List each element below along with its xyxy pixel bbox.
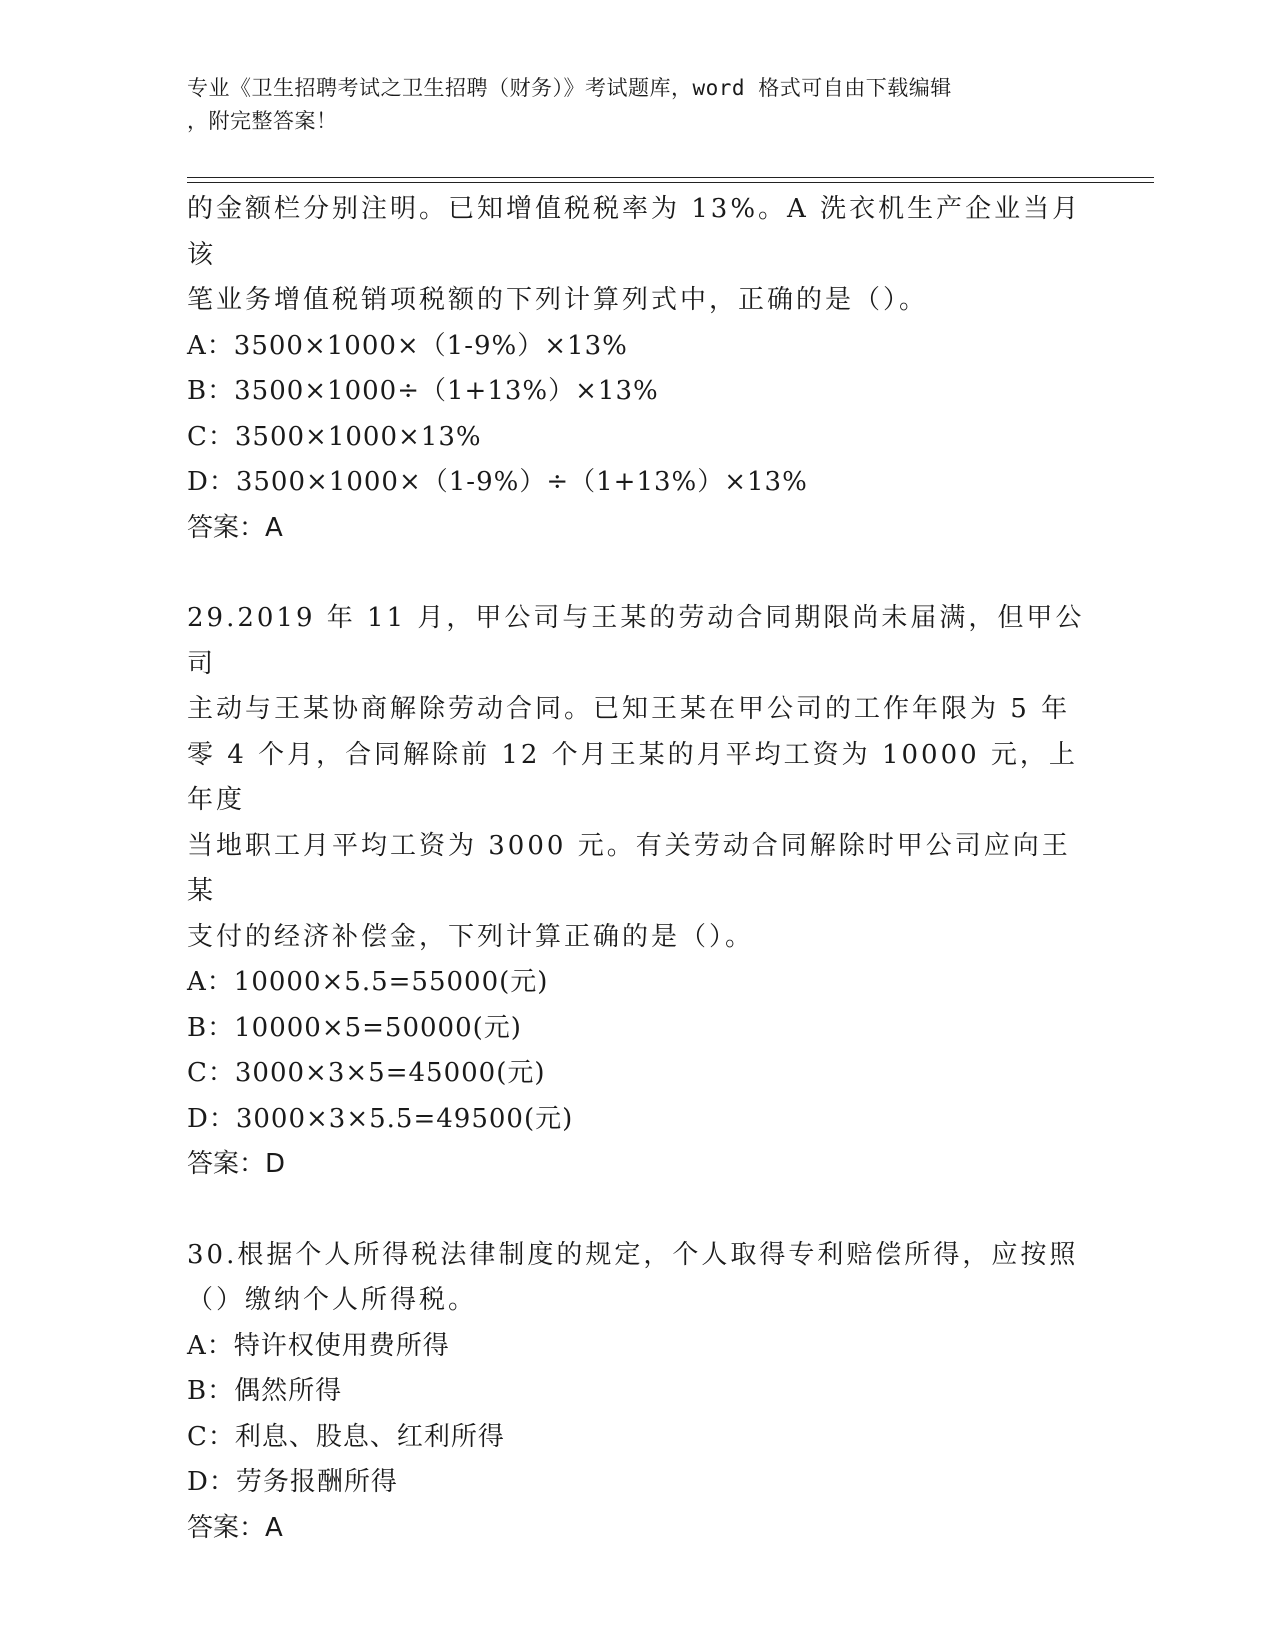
question-text-line: 当地职工月平均工资为 3000 元。有关劳动合同解除时甲公司应向王某 [187,830,1071,906]
header-divider-top [187,177,1154,178]
question-text-line: 29.2019 年 11 月，甲公司与王某的劳动合同期限尚未届满，但甲公司 [187,603,1085,679]
option-c: C：3000×3×5=45000(元) [187,1058,546,1088]
header-line-2: ，附完整答案！ [187,109,338,133]
option-b: B：3500×1000÷（1+13%）×13% [187,376,659,406]
option-c: C：利息、股息、红利所得 [187,1421,505,1452]
option-d: D：3500×1000×（1-9%）÷（1+13%）×13% [187,467,808,497]
question-text-line: 30.根据个人所得税法律制度的规定，个人取得专利赔偿所得，应按照 [187,1239,1079,1270]
question-block-29 [187,596,1087,1188]
option-d: D：劳务报酬所得 [187,1467,398,1497]
spacer [187,551,1087,596]
option-b: B：偶然所得 [187,1376,343,1406]
option-a: A：10000×5.5=55000(元) [187,967,549,997]
question-block-30 [187,1233,1087,1552]
answer-line: 答案：D [187,1149,286,1179]
answer-line: 答案：A [187,512,283,543]
question-text-line: 支付的经济补偿金，下列计算正确的是（）。 [187,921,755,952]
header-line-1: 专业《卫生招聘考试之卫生招聘（财务）》考试题库，word 格式可自由下载编辑 [187,76,952,100]
option-b: B：10000×5=50000(元) [187,1012,522,1043]
question-text-line: 主动与王某协商解除劳动合同。已知王某在甲公司的工作年限为 5 年 [187,694,1071,724]
option-a: A：3500×1000×（1-9%）×13% [187,330,628,361]
question-text-line: 零 4 个月，合同解除前 12 个月王某的月平均工资为 10000 元，上年度 [187,739,1078,815]
option-d: D：3000×3×5.5=49500(元) [187,1103,574,1134]
question-text-line: 笔业务增值税销项税额的下列计算列式中，正确的是（）。 [187,285,929,315]
question-text-line: （）缴纳个人所得税。 [187,1285,478,1315]
option-c: C：3500×1000×13% [187,421,482,452]
document-header [187,72,1067,138]
answer-line: 答案：A [187,1512,283,1543]
option-a: A：特许权使用费所得 [187,1330,450,1361]
question-list [187,187,1087,1551]
spacer [187,1188,1087,1233]
question-text-line: 的金额栏分别注明。已知增值税税率为 13%。A 洗衣机生产企业当月该 [187,194,1082,270]
header-divider-bottom [187,182,1154,183]
question-block-28 [187,187,1087,551]
